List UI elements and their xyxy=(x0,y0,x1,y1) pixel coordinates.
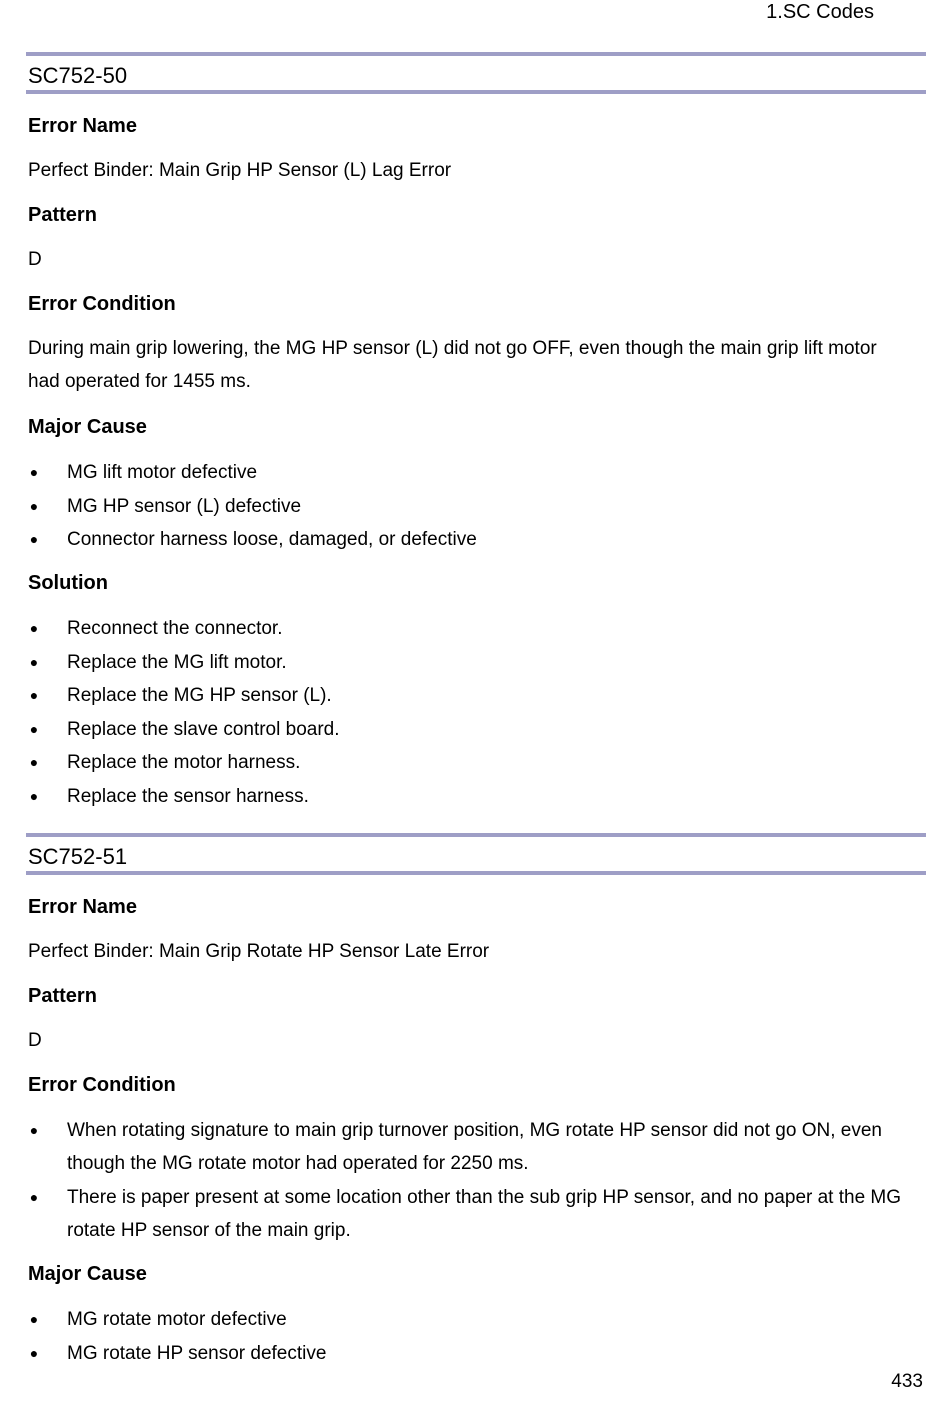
list-item xyxy=(28,679,912,713)
section-code: SC752-51 xyxy=(28,844,128,869)
list-item-text: Replace the slave control board. xyxy=(67,718,340,740)
major-cause-list xyxy=(28,456,912,557)
list-item-text: When rotating signature to main grip turnover position, MG rotate HP sensor did not go ON, even though the MG rotate motor had operated for 2250 ms. xyxy=(67,1120,882,1174)
list-item-text: Replace the MG lift motor. xyxy=(67,651,287,673)
bullet-icon: ● xyxy=(29,720,39,737)
error-condition-list xyxy=(28,1114,912,1248)
error-condition-text: During main grip lowering, the MG HP sensor (L) did not go OFF, even though the main grip lift motor had operated for 1455 ms. xyxy=(28,338,877,392)
bullet-icon: ● xyxy=(29,464,39,480)
bullet-icon: ● xyxy=(29,620,39,636)
error-name-heading: Error Name xyxy=(28,115,137,137)
list-item xyxy=(28,746,912,780)
bullet-icon: ● xyxy=(29,497,39,514)
list-item xyxy=(28,780,912,814)
error-name-text: Perfect Binder: Main Grip HP Sensor (L) Lag Error xyxy=(28,160,452,181)
list-item xyxy=(28,646,912,680)
list-item xyxy=(28,490,912,524)
list-item-text: Connector harness loose, damaged, or defective xyxy=(67,529,477,550)
list-item xyxy=(28,1337,912,1371)
page-number: 433 xyxy=(891,1371,923,1392)
bullet-icon: ● xyxy=(29,1344,39,1361)
major-cause-heading: Major Cause xyxy=(28,1263,147,1285)
pattern-text: D xyxy=(28,1030,42,1051)
list-item xyxy=(28,1181,912,1248)
major-cause-list xyxy=(28,1303,912,1370)
pattern-heading: Pattern xyxy=(28,204,97,226)
section-code: SC752-50 xyxy=(28,63,128,88)
list-item-text: MG rotate motor defective xyxy=(67,1309,287,1330)
list-item xyxy=(28,523,912,557)
list-item xyxy=(28,1303,912,1337)
bullet-icon: ● xyxy=(29,787,39,804)
list-item xyxy=(28,713,912,747)
list-item-text: Replace the motor harness. xyxy=(67,752,301,773)
solution-list xyxy=(28,612,912,813)
running-header: 1.SC Codes xyxy=(766,1,874,23)
list-item-text: MG HP sensor (L) defective xyxy=(67,495,302,517)
bullet-icon: ● xyxy=(29,531,39,547)
list-item-text: MG lift motor defective xyxy=(67,462,258,483)
pattern-text: D xyxy=(28,249,42,270)
error-condition-heading: Error Condition xyxy=(28,293,176,315)
error-name-text: Perfect Binder: Main Grip Rotate HP Sensor Late Error xyxy=(28,941,490,962)
list-item-text: There is paper present at some location other than the sub grip HP sensor, and no paper at the MG rotate HP sensor of the main grip. xyxy=(67,1187,902,1241)
list-item-text: Replace the MG HP sensor (L). xyxy=(67,685,332,706)
bullet-icon: ● xyxy=(29,1311,39,1327)
list-item xyxy=(28,1114,912,1181)
bullet-icon: ● xyxy=(29,1122,39,1138)
bullet-icon: ● xyxy=(29,754,39,770)
bullet-icon: ● xyxy=(29,1189,39,1205)
bullet-icon: ● xyxy=(29,687,39,703)
list-item-text: MG rotate HP sensor defective xyxy=(67,1342,327,1364)
pattern-heading: Pattern xyxy=(28,985,97,1007)
list-item xyxy=(28,456,912,490)
list-item xyxy=(28,612,912,646)
section-title-sc752-51 xyxy=(26,833,926,875)
list-item-text: Reconnect the connector. xyxy=(67,618,283,639)
solution-heading: Solution xyxy=(28,572,108,594)
error-condition-heading: Error Condition xyxy=(28,1074,176,1096)
list-item-text: Replace the sensor harness. xyxy=(67,785,309,807)
section-title-sc752-50 xyxy=(26,52,926,94)
error-name-heading: Error Name xyxy=(28,896,137,918)
major-cause-heading: Major Cause xyxy=(28,416,147,438)
bullet-icon: ● xyxy=(29,653,39,670)
